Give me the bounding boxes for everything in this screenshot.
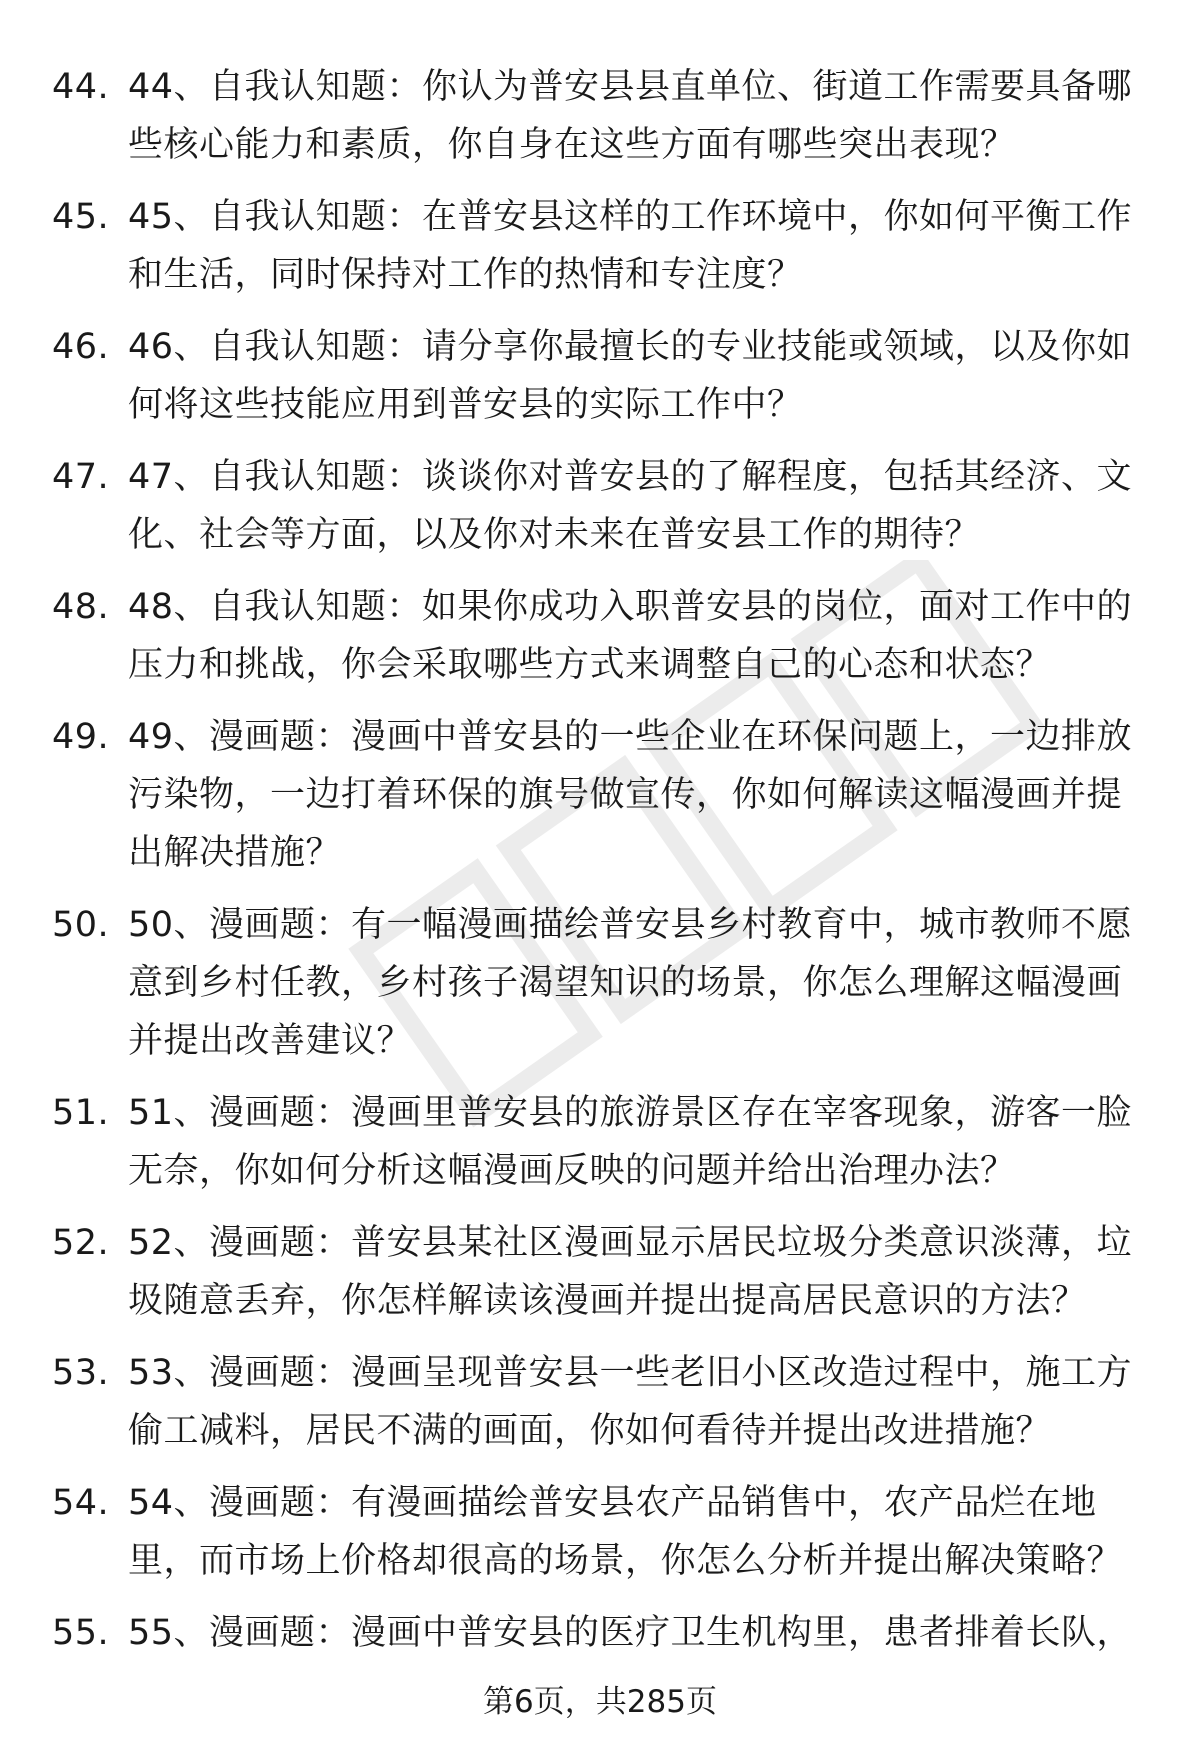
- list-item: [52, 318, 1152, 434]
- question-number: 55.: [52, 1613, 110, 1653]
- question-text: 44、自我认知题：你认为普安县县直单位、街道工作需要具备哪些核心能力和素质，你自身在这些方面有哪些突出表现？: [128, 67, 1133, 165]
- page-number-label: 第6页，共285页: [483, 1684, 717, 1720]
- list-item: [52, 708, 1152, 882]
- question-text: 48、自我认知题：如果你成功入职普安县的岗位，面对工作中的压力和挑战，你会采取哪些方式来调整自己的心态和状态？: [128, 587, 1133, 685]
- question-number: 48.: [52, 587, 110, 627]
- question-text: 47、自我认知题：谈谈你对普安县的了解程度，包括其经济、文化、社会等方面，以及你对未来在普安县工作的期待？: [128, 457, 1133, 555]
- question-number: 46.: [52, 327, 110, 367]
- question-number: 47.: [52, 457, 110, 497]
- question-number: 49.: [52, 717, 110, 757]
- question-text: 51、漫画题：漫画里普安县的旅游景区存在宰客现象，游客一脸无奈，你如何分析这幅漫画反映的问题并给出治理办法？: [128, 1093, 1133, 1191]
- list-item: [52, 1344, 1152, 1460]
- question-text: 53、漫画题：漫画呈现普安县一些老旧小区改造过程中，施工方偷工减料，居民不满的画面，你如何看待并提出改进措施？: [128, 1353, 1133, 1451]
- list-item: [52, 1214, 1152, 1330]
- question-number: 45.: [52, 197, 110, 237]
- question-text: 50、漫画题：有一幅漫画描绘普安县乡村教育中，城市教师不愿意到乡村任教，乡村孩子渴望知识的场景，你怎么理解这幅漫画并提出改善建议？: [128, 905, 1133, 1061]
- list-item: [52, 188, 1152, 304]
- question-text: 55、漫画题：漫画中普安县的医疗卫生机构里，患者排着长队，: [128, 1613, 1133, 1653]
- list-item: [52, 896, 1152, 1070]
- list-item: [52, 1474, 1152, 1590]
- question-number: 44.: [52, 67, 110, 107]
- question-text: 54、漫画题：有漫画描绘普安县农产品销售中，农产品烂在地里，而市场上价格却很高的场景，你怎么分析并提出解决策略？: [128, 1483, 1123, 1581]
- list-item: [52, 1604, 1152, 1662]
- question-text: 45、自我认知题：在普安县这样的工作环境中，你如何平衡工作和生活，同时保持对工作的热情和专注度？: [128, 197, 1133, 295]
- question-list: [52, 58, 1152, 1676]
- page-footer: [0, 1680, 1200, 1724]
- list-item: [52, 1084, 1152, 1200]
- question-text: 49、漫画题：漫画中普安县的一些企业在环保问题上，一边排放污染物，一边打着环保的旗号做宣传，你如何解读这幅漫画并提出解决措施？: [128, 717, 1133, 873]
- question-number: 50.: [52, 905, 110, 945]
- question-number: 53.: [52, 1353, 110, 1393]
- question-number: 52.: [52, 1223, 110, 1263]
- list-item: [52, 58, 1152, 174]
- question-number: 54.: [52, 1483, 110, 1523]
- question-text: 46、自我认知题：请分享你最擅长的专业技能或领域，以及你如何将这些技能应用到普安县的实际工作中？: [128, 327, 1133, 425]
- list-item: [52, 448, 1152, 564]
- question-number: 51.: [52, 1093, 110, 1133]
- list-item: [52, 578, 1152, 694]
- question-text: 52、漫画题：普安县某社区漫画显示居民垃圾分类意识淡薄，垃圾随意丢弃，你怎样解读该漫画并提出提高居民意识的方法？: [128, 1223, 1133, 1321]
